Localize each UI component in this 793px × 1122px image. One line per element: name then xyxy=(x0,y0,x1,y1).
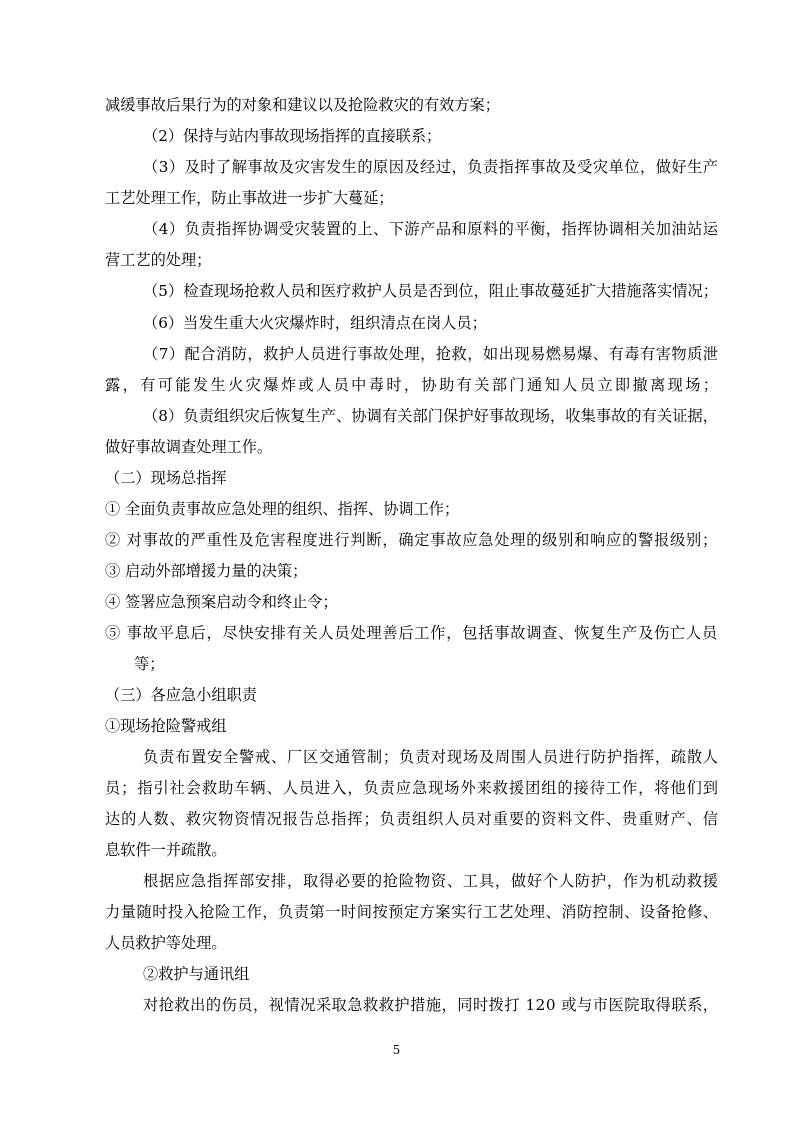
text-line: 力量随时投入抢险工作，负责第一时间按预定方案实行工艺处理、消防控制、设备抢修、 xyxy=(105,903,719,921)
text-line: 营工艺的处理； xyxy=(105,251,212,269)
text-line: （5）检查现场抢救人员和医疗救护人员是否到位，阻止事故蔓延扩大措施落实情况； xyxy=(143,282,719,300)
page-number: 5 xyxy=(392,1043,401,1057)
text-line: 工艺处理工作，防止事故进一步扩大蔓延； xyxy=(105,189,394,207)
text-line: （6）当发生重大火灾爆炸时，组织清点在岗人员； xyxy=(143,314,487,332)
text-line: 露，有可能发生火灾爆炸或人员中毒时，协助有关部门通知人员立即撤离现场； xyxy=(105,376,721,394)
text-line: 做好事故调查处理工作。 xyxy=(105,438,273,456)
text-line: （3）及时了解事故及灾害发生的原因及经过，负责指挥事故及受灾单位，做好生产 xyxy=(143,158,719,176)
text-line: （8）负责组织灾后恢复生产、协调有关部门保护好事故现场，收集事故的有关证据， xyxy=(143,407,719,425)
text-line: 达的人数、救灾物资情况报告总指挥；负责组织人员对重要的资料文件、贵重财产、信 xyxy=(105,810,719,828)
text-line: 息软件一并疏散。 xyxy=(105,841,227,859)
text-line: （二）现场总指挥 xyxy=(105,469,227,487)
text-line: 负责布置安全警戒、厂区交通管制；负责对现场及周围人员进行防护指挥，疏散人 xyxy=(143,748,719,766)
text-line: ①现场抢险警戒组 xyxy=(105,717,227,735)
text-line: 等； xyxy=(134,655,165,673)
text-line: 减缓事故后果行为的对象和建议以及抢险救灾的有效方案； xyxy=(105,96,500,114)
text-line: 根据应急指挥部安排，取得必要的抢险物资、工具，做好个人防护，作为机动救援 xyxy=(143,872,719,890)
text-line: 员；指引社会救助车辆、人员进入，负责应急现场外来救援团组的接待工作，将他们到 xyxy=(105,779,719,797)
text-line: （4）负责指挥协调受灾装置的上、下游产品和原料的平衡，指挥协调相关加油站运 xyxy=(143,220,719,238)
text-line: （7）配合消防，救护人员进行事故处理，抢救，如出现易燃易爆、有毒有害物质泄 xyxy=(143,345,719,363)
text-line: ⑤ 事故平息后，尽快安排有关人员处理善后工作，包括事故调查、恢复生产及伤亡人员 xyxy=(105,624,718,642)
text-line: ④ 签署应急预案启动令和终止令； xyxy=(105,593,338,611)
text-line: ③ 启动外部增援力量的决策； xyxy=(105,562,308,580)
text-line: 对抢救出的伤员，视情况采取急救救护措施，同时拨打 120 或与市医院取得联系， xyxy=(143,996,719,1014)
text-line: （2）保持与站内事故现场指挥的直接联系； xyxy=(143,127,442,145)
text-line: ② 对事故的严重性及危害程度进行判断，确定事故应急处理的级别和响应的警报级别； xyxy=(105,531,718,549)
text-line: 人员救护等处理。 xyxy=(105,934,227,952)
text-line: ②救护与通讯组 xyxy=(143,965,250,983)
text-line: （三）各应急小组职责 xyxy=(105,686,257,704)
text-line: ① 全面负责事故应急处理的组织、指挥、协调工作； xyxy=(105,500,460,518)
